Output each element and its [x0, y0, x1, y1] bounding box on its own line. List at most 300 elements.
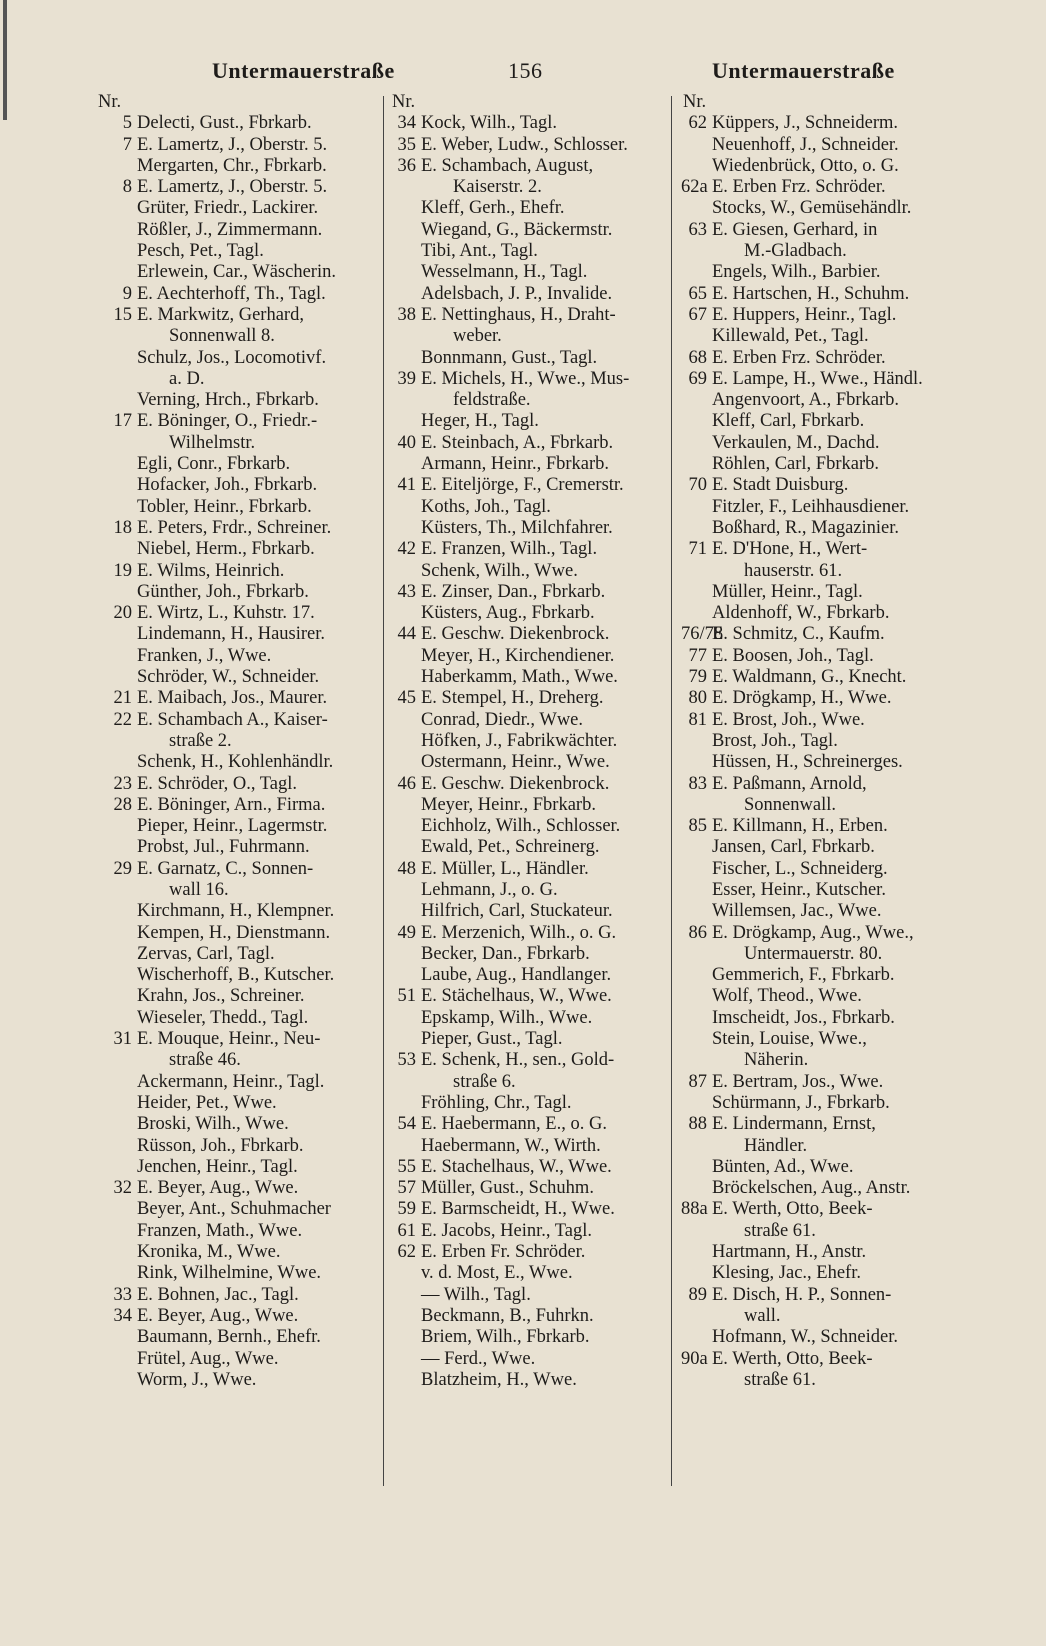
directory-entry — [681, 390, 1011, 411]
house-number: 62 — [397, 1242, 416, 1263]
directory-entry — [96, 986, 378, 1007]
resident-entry: Erlewein, Car., Wäscherin. — [137, 262, 336, 283]
resident-entry: Wilhelmstr. — [169, 432, 256, 453]
resident-entry: E. Maibach, Jos., Maurer. — [137, 688, 328, 709]
house-number: 62a — [681, 177, 708, 198]
directory-entry — [390, 241, 668, 262]
resident-entry: E. Zinser, Dan., Fbrkarb. — [421, 581, 606, 602]
directory-entry — [390, 1370, 668, 1391]
directory-entry — [390, 411, 668, 432]
resident-entry: Jansen, Carl, Fbrkarb. — [712, 837, 875, 858]
house-number: 88a — [681, 1199, 708, 1220]
directory-entry — [390, 454, 668, 475]
house-number: 41 — [397, 475, 416, 496]
resident-entry: E. Mouque, Heinr., Neu- — [137, 1029, 321, 1050]
resident-entry: Kock, Wilh., Tagl. — [421, 113, 558, 134]
resident-entry: E. Werth, Otto, Beek- — [712, 1199, 873, 1220]
resident-entry: Imscheidt, Jos., Fbrkarb. — [712, 1007, 895, 1028]
directory-entry — [681, 774, 1011, 795]
resident-entry: Mergarten, Chr., Fbrkarb. — [137, 155, 327, 176]
resident-entry: Beckmann, B., Fuhrkn. — [421, 1305, 594, 1326]
directory-entry — [390, 816, 668, 837]
resident-entry: Verkaulen, M., Dachd. — [712, 432, 880, 453]
resident-entry: Näherin. — [744, 1050, 809, 1071]
resident-entry: E. Stachelhaus, W., Wwe. — [421, 1156, 612, 1177]
directory-entry — [96, 837, 378, 858]
directory-entry — [390, 113, 668, 134]
resident-entry: weber. — [453, 326, 502, 347]
directory-entry — [681, 561, 1011, 582]
resident-entry: E. Schröder, O., Tagl. — [137, 773, 297, 794]
resident-entry: E. Wirtz, L., Kuhstr. 17. — [137, 603, 315, 624]
running-head-right: Untermauerstraße — [712, 58, 895, 83]
resident-entry: E. Barmscheidt, H., Wwe. — [421, 1199, 615, 1220]
resident-entry: Röhlen, Carl, Fbrkarb. — [712, 454, 879, 475]
directory-entry — [390, 880, 668, 901]
resident-entry: Müller, Heinr., Tagl. — [712, 581, 863, 602]
resident-entry: Grüter, Friedr., Lackirer. — [137, 198, 319, 219]
directory-entry — [96, 326, 378, 347]
resident-entry: Kronika, M., Wwe. — [137, 1242, 281, 1263]
directory-entry — [390, 198, 668, 219]
house-number: 5 — [122, 113, 132, 134]
house-number: 86 — [688, 922, 707, 943]
resident-entry: Brost, Joh., Tagl. — [712, 730, 838, 751]
directory-entry — [96, 220, 378, 241]
resident-entry: Egli, Conr., Fbrkarb. — [137, 454, 291, 475]
resident-entry: Ewald, Pet., Schreinerg. — [421, 837, 600, 858]
resident-entry: Pesch, Pet., Tagl. — [137, 241, 264, 262]
resident-entry: Laube, Aug., Handlanger. — [421, 965, 612, 986]
resident-entry: Sonnenwall 8. — [169, 326, 275, 347]
directory-entry — [390, 1199, 668, 1220]
resident-entry: Kleff, Gerh., Ehefr. — [421, 198, 565, 219]
resident-entry: Hüssen, H., Schreinerges. — [712, 752, 903, 773]
directory-entry — [390, 475, 668, 496]
house-number: 40 — [397, 432, 416, 453]
directory-entry — [96, 518, 378, 539]
resident-entry: Krahn, Jos., Schreiner. — [137, 986, 305, 1007]
resident-entry: E. Stempel, H., Dreherg. — [421, 688, 604, 709]
directory-entry — [681, 837, 1011, 858]
directory-entry — [96, 752, 378, 773]
directory-entry — [96, 582, 378, 603]
resident-entry: Lehmann, J., o. G. — [421, 879, 558, 900]
column-divider — [671, 96, 672, 1486]
resident-entry: Schürmann, J., Fbrkarb. — [712, 1092, 890, 1113]
resident-entry: Epskamp, Wilh., Wwe. — [421, 1007, 593, 1028]
resident-entry: E. Beyer, Aug., Wwe. — [137, 1305, 299, 1326]
house-number: 34 — [113, 1305, 132, 1326]
house-number: 54 — [397, 1114, 416, 1135]
directory-entry — [390, 901, 668, 922]
house-number: 48 — [397, 858, 416, 879]
resident-entry: E. Drögkamp, H., Wwe. — [712, 688, 892, 709]
resident-entry: — Wilh., Tagl. — [421, 1284, 531, 1305]
directory-entry — [390, 390, 668, 411]
resident-entry: E. Schambach A., Kaiser- — [137, 709, 328, 730]
house-number: 35 — [397, 134, 416, 155]
directory-entry — [96, 497, 378, 518]
directory-entry — [390, 1050, 668, 1071]
directory-entry — [681, 624, 1011, 645]
resident-entry: E. Merzenich, Wilh., o. G. — [421, 922, 617, 943]
resident-entry: E. Peters, Frdr., Schreiner. — [137, 517, 332, 538]
directory-entry — [390, 624, 668, 645]
resident-entry: Armann, Heinr., Fbrkarb. — [421, 454, 610, 475]
resident-entry: straße 61. — [744, 1369, 816, 1390]
directory-entry — [390, 1327, 668, 1348]
resident-entry: Adelsbach, J. P., Invalide. — [421, 283, 613, 304]
directory-entry — [96, 348, 378, 369]
directory-entry — [681, 1114, 1011, 1135]
directory-entry — [96, 1327, 378, 1348]
house-number: 55 — [397, 1156, 416, 1177]
resident-entry: E. Aechterhoff, Th., Tagl. — [137, 283, 326, 304]
resident-entry: E. Giesen, Gerhard, in — [712, 219, 878, 240]
house-number: 87 — [688, 1071, 707, 1092]
directory-entry — [96, 156, 378, 177]
directory-entry — [681, 688, 1011, 709]
house-number: 81 — [688, 709, 707, 730]
resident-entry: E. Böninger, O., Friedr.- — [137, 411, 318, 432]
directory-entry — [96, 1285, 378, 1306]
resident-entry: Küsters, Th., Milchfahrer. — [421, 517, 613, 538]
resident-entry: Sonnenwall. — [744, 794, 836, 815]
resident-entry: Franken, J., Wwe. — [137, 645, 272, 666]
directory-entry — [390, 1285, 668, 1306]
resident-entry: Bröckelschen, Aug., Anstr. — [712, 1178, 911, 1199]
resident-entry: Jenchen, Heinr., Tagl. — [137, 1156, 298, 1177]
directory-entry — [96, 774, 378, 795]
directory-entry — [681, 475, 1011, 496]
resident-entry: Briem, Wilh., Fbrkarb. — [421, 1327, 590, 1348]
directory-entry — [681, 198, 1011, 219]
resident-entry: E. Beyer, Aug., Wwe. — [137, 1178, 299, 1199]
directory-entry — [96, 965, 378, 986]
directory-entry — [390, 1349, 668, 1370]
resident-entry: Frütel, Aug., Wwe. — [137, 1348, 279, 1369]
resident-entry: E. Lindermann, Ernst, — [712, 1114, 876, 1135]
house-number: 59 — [397, 1199, 416, 1220]
resident-entry: Schulz, Jos., Locomotivf. — [137, 347, 327, 368]
resident-entry: Hofmann, W., Schneider. — [712, 1327, 899, 1348]
directory-entry — [681, 411, 1011, 432]
resident-entry: E. Geschw. Diekenbrock. — [421, 773, 610, 794]
resident-entry: Ostermann, Heinr., Wwe. — [421, 752, 610, 773]
directory-entry — [390, 156, 668, 177]
directory-entry — [681, 901, 1011, 922]
directory-entry — [681, 1199, 1011, 1220]
resident-entry: E. Lamertz, J., Oberstr. 5. — [137, 177, 328, 198]
house-number: 9 — [122, 283, 132, 304]
directory-entry — [390, 177, 668, 198]
directory-entry — [96, 1050, 378, 1071]
house-number-heading: Nr. — [683, 92, 707, 112]
directory-entry — [681, 944, 1011, 965]
directory-entry — [390, 837, 668, 858]
resident-entry: Küsters, Aug., Fbrkarb. — [421, 603, 595, 624]
house-number: 80 — [688, 688, 707, 709]
column-divider — [383, 96, 384, 1486]
directory-entry — [390, 497, 668, 518]
resident-entry: Hofacker, Joh., Fbrkarb. — [137, 475, 318, 496]
house-number: 46 — [397, 773, 416, 794]
directory-entry — [96, 1029, 378, 1050]
directory-entry — [681, 965, 1011, 986]
resident-entry: a. D. — [169, 368, 205, 389]
directory-entry — [681, 646, 1011, 667]
directory-entry — [96, 454, 378, 475]
directory-entry — [96, 646, 378, 667]
directory-entry — [96, 1093, 378, 1114]
resident-entry: Worm, J., Wwe. — [137, 1369, 257, 1390]
house-number: 51 — [397, 986, 416, 1007]
directory-entry — [681, 1029, 1011, 1050]
directory-entry — [681, 1050, 1011, 1071]
directory-entry — [390, 582, 668, 603]
directory-entry — [681, 156, 1011, 177]
resident-entry: Pieper, Gust., Tagl. — [421, 1029, 563, 1050]
house-number: 34 — [397, 113, 416, 134]
directory-entry — [96, 1008, 378, 1029]
directory-entry — [390, 1114, 668, 1135]
directory-entry — [96, 262, 378, 283]
directory-entry — [96, 1178, 378, 1199]
resident-entry: E. Erben Frz. Schröder. — [712, 177, 886, 198]
resident-entry: Kaiserstr. 2. — [453, 177, 542, 198]
directory-entry — [96, 923, 378, 944]
directory-entry — [681, 539, 1011, 560]
directory-entry — [681, 454, 1011, 475]
directory-entry — [96, 411, 378, 432]
directory-entry — [390, 1306, 668, 1327]
resident-entry: E. Jacobs, Heinr., Tagl. — [421, 1220, 592, 1241]
resident-entry: Kempen, H., Dienstmann. — [137, 922, 331, 943]
resident-entry: — Ferd., Wwe. — [421, 1348, 536, 1369]
directory-entry — [390, 710, 668, 731]
resident-entry: Niebel, Herm., Fbrkarb. — [137, 539, 315, 560]
directory-entry — [96, 539, 378, 560]
resident-entry: E. Brost, Joh., Wwe. — [712, 709, 865, 730]
resident-entry: E. Stadt Duisburg. — [712, 475, 849, 496]
directory-entry — [390, 561, 668, 582]
house-number: 15 — [113, 304, 132, 325]
directory-entry — [96, 369, 378, 390]
directory-entry — [681, 859, 1011, 880]
resident-entry: Fischer, L., Schneiderg. — [712, 858, 888, 879]
directory-entry — [681, 880, 1011, 901]
house-number: 90a — [681, 1348, 708, 1369]
directory-entry — [96, 1370, 378, 1391]
resident-entry: Gemmerich, F., Fbrkarb. — [712, 965, 895, 986]
house-number: 63 — [688, 219, 707, 240]
directory-entry — [681, 220, 1011, 241]
house-number: 39 — [397, 368, 416, 389]
directory-entry — [96, 1199, 378, 1220]
resident-entry: E. Geschw. Diekenbrock. — [421, 624, 610, 645]
house-number: 79 — [688, 667, 707, 688]
directory-entry — [96, 1114, 378, 1135]
directory-entry — [681, 1136, 1011, 1157]
directory-entry — [96, 901, 378, 922]
resident-entry: Killewald, Pet., Tagl. — [712, 326, 869, 347]
directory-entry — [390, 348, 668, 369]
resident-entry: Höfken, J., Fabrikwächter. — [421, 730, 618, 751]
house-number: 89 — [688, 1284, 707, 1305]
resident-entry: Haebermann, W., Wirth. — [421, 1135, 601, 1156]
resident-entry: Rößler, J., Zimmermann. — [137, 219, 323, 240]
directory-entry — [96, 880, 378, 901]
house-number: 77 — [688, 645, 707, 666]
resident-entry: Kirchmann, H., Klempner. — [137, 901, 335, 922]
resident-entry: E. Waldmann, G., Knecht. — [712, 667, 907, 688]
directory-entry — [390, 795, 668, 816]
house-number: 43 — [397, 581, 416, 602]
directory-entry — [390, 986, 668, 1007]
directory-entry — [96, 305, 378, 326]
house-number: 68 — [688, 347, 707, 368]
directory-entry — [96, 1306, 378, 1327]
directory-entry — [681, 369, 1011, 390]
directory-entry — [96, 667, 378, 688]
resident-entry: feldstraße. — [453, 390, 531, 411]
resident-entry: Becker, Dan., Fbrkarb. — [421, 943, 590, 964]
directory-entry — [390, 284, 668, 305]
directory-entry — [681, 1327, 1011, 1348]
house-number: 42 — [397, 539, 416, 560]
resident-entry: E. Michels, H., Wwe., Mus- — [421, 368, 630, 389]
resident-entry: Zervas, Carl, Tagl. — [137, 943, 275, 964]
directory-entry — [390, 859, 668, 880]
directory-entry — [681, 603, 1011, 624]
resident-entry: Haberkamm, Math., Wwe. — [421, 667, 618, 688]
house-number: 29 — [113, 858, 132, 879]
directory-entry — [96, 1072, 378, 1093]
resident-entry: Wiedenbrück, Otto, o. G. — [712, 155, 899, 176]
directory-entry — [681, 816, 1011, 837]
resident-entry: Tibi, Ant., Tagl. — [421, 241, 538, 262]
directory-entry — [390, 1157, 668, 1178]
directory-entry — [681, 1072, 1011, 1093]
directory-entry — [96, 1221, 378, 1242]
directory-entry — [681, 923, 1011, 944]
directory-entry — [681, 497, 1011, 518]
resident-entry: straße 2. — [169, 730, 232, 751]
resident-entry: Delecti, Gust., Fbrkarb. — [137, 113, 312, 134]
running-head-left: Untermauerstraße — [212, 58, 395, 83]
directory-entry — [96, 603, 378, 624]
directory-entry — [681, 1349, 1011, 1370]
resident-entry: Esser, Heinr., Kutscher. — [712, 879, 886, 900]
directory-entry — [390, 1178, 668, 1199]
house-number: 7 — [122, 134, 132, 155]
resident-entry: E. Boosen, Joh., Tagl. — [712, 645, 874, 666]
resident-entry: Boßhard, R., Magazinier. — [712, 517, 900, 538]
resident-entry: M.-Gladbach. — [744, 241, 847, 262]
resident-entry: Conrad, Diedr., Wwe. — [421, 709, 584, 730]
directory-entry — [390, 1008, 668, 1029]
resident-entry: Blatzheim, H., Wwe. — [421, 1369, 577, 1390]
resident-entry: Bonnmann, Gust., Tagl. — [421, 347, 598, 368]
resident-entry: Wesselmann, H., Tagl. — [421, 262, 588, 283]
directory-entry — [390, 944, 668, 965]
directory-entry — [96, 795, 378, 816]
house-number: 61 — [397, 1220, 416, 1241]
house-number: 85 — [688, 816, 707, 837]
directory-entry — [681, 1178, 1011, 1199]
directory-entry — [390, 518, 668, 539]
house-number: 21 — [113, 688, 132, 709]
house-number: 76/78 — [681, 624, 724, 645]
resident-entry: E. Paßmann, Arnold, — [712, 773, 867, 794]
resident-entry: Küppers, J., Schneiderm. — [712, 113, 898, 134]
house-number: 33 — [113, 1284, 132, 1305]
directory-entry — [96, 113, 378, 134]
resident-entry: Aldenhoff, W., Fbrkarb. — [712, 603, 890, 624]
directory-entry — [681, 752, 1011, 773]
resident-entry: Wolf, Theod., Wwe. — [712, 986, 862, 1007]
directory-entry — [681, 305, 1011, 326]
directory-entry — [681, 986, 1011, 1007]
resident-entry: E. Eiteljörge, F., Cremerstr. — [421, 475, 624, 496]
directory-entry — [96, 1157, 378, 1178]
directory-entry — [96, 1263, 378, 1284]
directory-entry — [681, 1157, 1011, 1178]
directory-entry — [96, 475, 378, 496]
directory-entry — [681, 113, 1011, 134]
resident-entry: E. Drögkamp, Aug., Wwe., — [712, 922, 914, 943]
resident-entry: E. Huppers, Heinr., Tagl. — [712, 304, 897, 325]
directory-entry — [390, 688, 668, 709]
directory-entry — [681, 795, 1011, 816]
directory-entry — [390, 774, 668, 795]
resident-entry: E. Markwitz, Gerhard, — [137, 304, 304, 325]
resident-entry: E. Schambach, August, — [421, 155, 594, 176]
directory-entry — [96, 135, 378, 156]
resident-entry: Hartmann, H., Anstr. — [712, 1242, 867, 1263]
directory-entry — [681, 284, 1011, 305]
resident-entry: Broski, Wilh., Wwe. — [137, 1114, 289, 1135]
resident-entry: Franzen, Math., Wwe. — [137, 1220, 303, 1241]
resident-entry: straße 6. — [453, 1071, 516, 1092]
directory-entry — [96, 390, 378, 411]
house-number: 32 — [113, 1178, 132, 1199]
resident-entry: Angenvoort, A., Fbrkarb. — [712, 390, 900, 411]
directory-entry — [390, 220, 668, 241]
resident-entry: E. Bertram, Jos., Wwe. — [712, 1071, 884, 1092]
house-number: 31 — [113, 1029, 132, 1050]
resident-entry: E. Disch, H. P., Sonnen- — [712, 1284, 892, 1305]
page-edge — [3, 0, 7, 120]
house-number: 17 — [113, 411, 132, 432]
directory-entry — [681, 326, 1011, 347]
resident-entry: Koths, Joh., Tagl. — [421, 496, 551, 517]
resident-entry: Ackermann, Heinr., Tagl. — [137, 1071, 325, 1092]
directory-entry — [96, 1242, 378, 1263]
directory-entry — [96, 816, 378, 837]
directory-entry — [390, 1072, 668, 1093]
house-number: 8 — [122, 177, 132, 198]
directory-entry — [681, 667, 1011, 688]
resident-entry: E. Stächelhaus, W., Wwe. — [421, 986, 612, 1007]
resident-entry: Bünten, Ad., Wwe. — [712, 1156, 854, 1177]
house-number: 20 — [113, 603, 132, 624]
directory-entry — [390, 262, 668, 283]
directory-entry — [390, 923, 668, 944]
resident-entry: E. Killmann, H., Erben. — [712, 816, 888, 837]
resident-entry: E. Nettinghaus, H., Draht- — [421, 304, 616, 325]
